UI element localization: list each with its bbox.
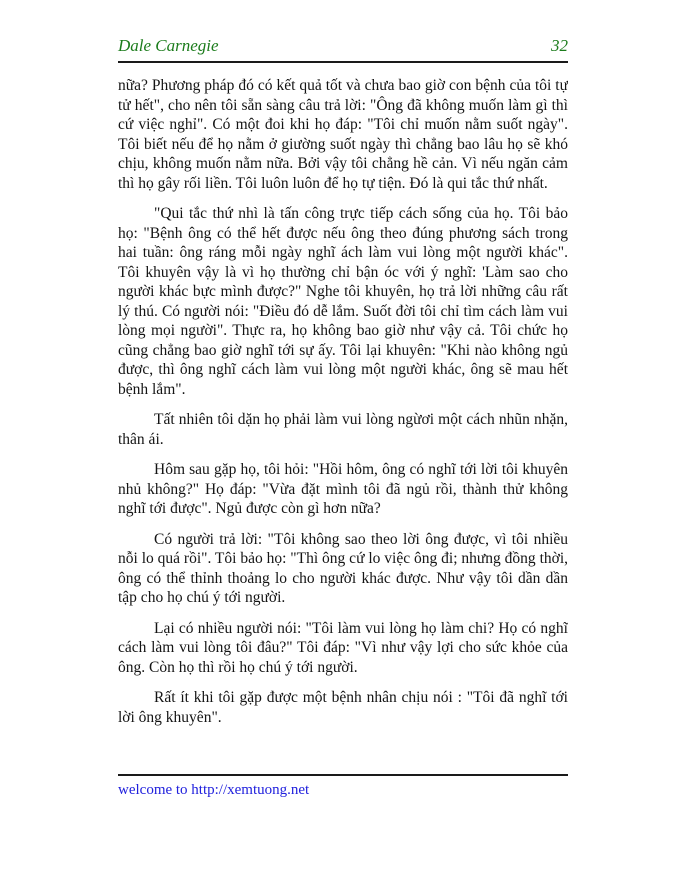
paragraph: Hôm sau gặp họ, tôi hỏi: "Hồi hôm, ông có nghĩ tới lời tôi khuyên nhủ không?" Họ đáp: "Vừa đặt mình tôi đã ngủ rồi, thành thử không nghĩ tới được". Ngủ được còn gì hơn nữa? xyxy=(118,461,568,517)
paragraph: Tất nhiên tôi dặn họ phải làm vui lòng ngừơi một cách nhũn nhặn, thân ái. xyxy=(118,411,568,448)
footer-rule xyxy=(118,774,568,776)
header-author: Dale Carnegie xyxy=(118,36,219,55)
page-footer xyxy=(118,780,568,800)
paragraph: Lại có nhiều người nói: "Tôi làm vui lòng họ làm chi? Họ có nghĩ cách làm vui lòng tôi đâu?" Tôi đáp: "Vì như vậy lợi cho sức khỏe của ông. Còn họ thì rồi họ chú ý tới người. xyxy=(118,619,568,676)
page-header xyxy=(118,36,568,56)
paragraph: "Qui tắc thứ nhì là tấn công trực tiếp cách sống của họ. Tôi bảo họ: "Bệnh ông có thể hết được nếu ông theo đúng phương sách trong hai tuần: ông ráng mỗi ngày nghĩ ách làm vui lòng một người khác". Tôi khuyên vậy là vì họ thường chỉ bận óc với ý nghĩ: 'Làm sao cho người khác bực mình được?" Nghe tôi khuyên, họ trả lời những câu rất lý thú. Có người nói: "Điều đó dễ lắm. Suốt đời tôi chỉ tìm cách làm vui lòng mọi người". Thực ra, họ không bao giờ như vậy cả. Tôi chức họ cũng chẳng bao giờ nghĩ tới sự ấy. Tôi lại khuyên: "Khi nào không ngủ được, thì ông nghĩ cách làm vui lòng một người khác, ông sẽ mau hết bệnh lắm". xyxy=(118,205,568,398)
paragraph: Có người trả lời: "Tôi không sao theo lời ông được, vì tôi nhiều nỗi lo quá rồi". Tôi bảo họ: "Thì ông cứ lo việc ông đi; nhưng đồng thời, ông có thể thỉnh thoảng lo cho người khác được. Như vậy tôi dần dần tập cho họ chú ý tới người. xyxy=(118,530,568,606)
paragraph: nữa? Phương pháp đó có kết quả tốt và chưa bao giờ con bệnh của tôi tự tử hết", cho nên tôi sẵn sàng câu trả lời: "Ông đã không muốn làm gì thì cứ việc nghỉ". Có một đoi khi họ đáp: "Tôi chỉ muốn nằm suốt ngày". Tôi biết nếu để họ nằm ở giường suốt ngày thì chẳng bao lâu họ sẽ khó chịu, không muốn nằm nữa. Bởi vậy tôi chẳng hề cản. Vì nếu ngăn cảm thì họ gây rối liền. Tôi luôn luôn để họ tự tiện. Đó là qui tắc thứ nhất. xyxy=(118,77,568,192)
header-page-number: 32 xyxy=(551,36,568,55)
header-rule xyxy=(118,61,568,63)
paragraph: Rất ít khi tôi gặp được một bệnh nhân chịu nói : "Tôi đã nghĩ tới lời ông khuyên". xyxy=(118,689,568,726)
document-body xyxy=(118,76,568,768)
footer-website-link[interactable]: welcome to http://xemtuong.net xyxy=(118,782,310,798)
